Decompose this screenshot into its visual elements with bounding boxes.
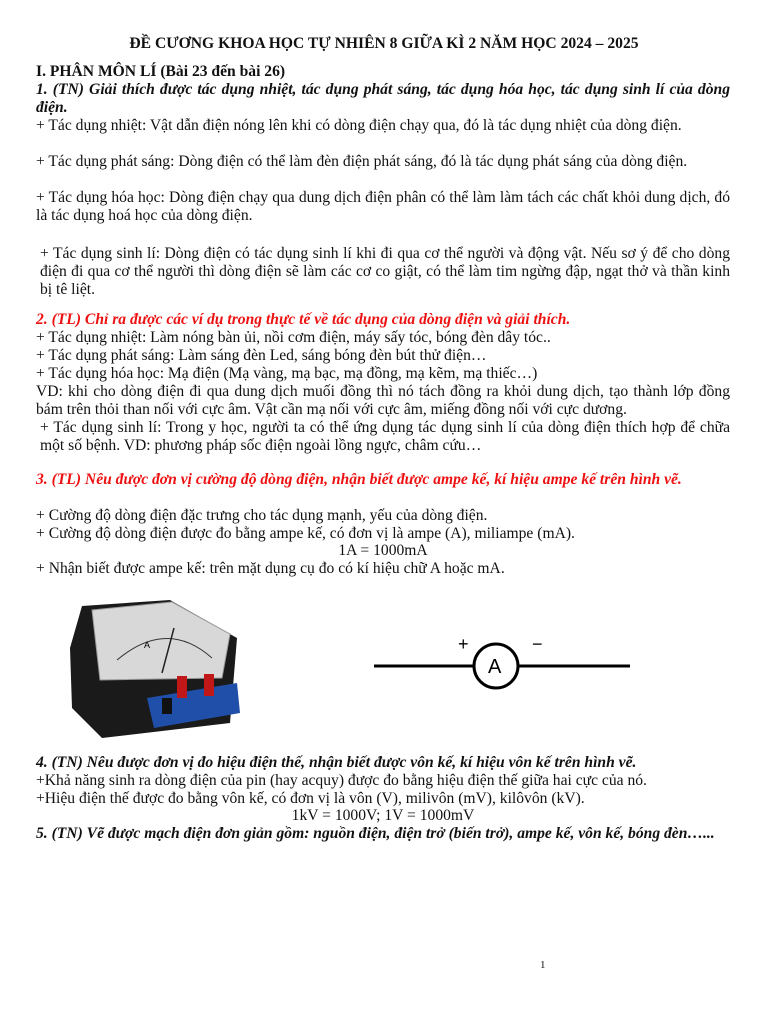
document-title: ĐỀ CƯƠNG KHOA HỌC TỰ NHIÊN 8 GIỮA KÌ 2 NĂM HỌC 2024 – 2025 [129, 35, 639, 52]
q1-item: + Tác dụng nhiệt: Vật dẫn điện nóng lên khi có dòng điện chạy qua, đó là tác dụng nhiệt của dòng điện. [36, 117, 682, 134]
q4-heading: 4. (TN) Nêu được đơn vị đo hiệu điện thế, nhận biết được vôn kế, kí hiệu vôn kế trên hình vẽ. [36, 754, 637, 771]
ammeter-photo [62, 588, 248, 748]
ammeter-symbol [374, 630, 632, 702]
q5-heading: 5. (TN) Vẽ được mạch điện đơn giản gồm: nguồn điện, điện trở (biến trở), ampe kế, vôn kế, bóng đèn…... [36, 825, 715, 842]
q4-item: +Khả năng sinh ra dòng điện của pin (hay acquy) được đo bằng hiệu điện thế giữa hai cực của nó. [36, 772, 647, 789]
q3-heading: 3. (TL) Nêu được đơn vị cường độ dòng điện, nhận biết được ampe kế, kí hiệu ampe kế trên hình vẽ. [36, 471, 682, 488]
page-number: 1 [540, 959, 546, 971]
q2-item: + Tác dụng nhiệt: Làm nóng bàn ủi, nồi cơm điện, máy sấy tóc, bóng đèn dây tóc.. [36, 329, 551, 346]
q1-item: + Tác dụng hóa học: Dòng điện chạy qua dung dịch điện phân có thể làm làm tách các chất khỏi dung dịch, đó là tác dụng hoá học của dòng điện. [36, 189, 730, 224]
q2-heading: 2. (TL) Chỉ ra được các ví dụ trong thực tế về tác dụng của dòng điện và giải thích. [36, 311, 571, 328]
section-heading: I. PHÂN MÔN LÍ (Bài 23 đến bài 26) [36, 63, 286, 80]
q1-item: + Tác dụng sinh lí: Dòng điện có tác dụng sinh lí khi đi qua cơ thể người và động vật. Nếu sơ ý để cho dòng điện đi qua cơ thể người thì dòng điện sẽ làm các cơ co giật, có thể làm tim ngừng đập, ngạt thở và thần kinh bị tê liệt. [40, 245, 730, 298]
q4-item: +Hiệu điện thế được đo bằng vôn kế, có đơn vị là vôn (V), milivôn (mV), kilôvôn (kV). [36, 790, 585, 807]
q1-item: + Tác dụng phát sáng: Dòng điện có thể làm đèn điện phát sáng, đó là tác dụng phát sáng của dòng điện. [36, 153, 688, 170]
symbol-letter: A [488, 656, 502, 678]
q3-item: + Cường độ dòng điện đặc trưng cho tác dụng mạnh, yếu của dòng điện. [36, 507, 488, 524]
q2-item: + Tác dụng hóa học: Mạ điện (Mạ vàng, mạ bạc, mạ đồng, mạ kẽm, mạ thiếc…) [36, 365, 538, 382]
q1-heading: 1. (TN) Giải thích được tác dụng nhiệt, tác dụng phát sáng, tác dụng hóa học, tác dụng sinh lí của dòng điện. [36, 81, 730, 116]
q3-item: + Cường độ dòng điện được đo bằng ampe kế, có đơn vị là ampe (A), miliampe (mA). [36, 525, 575, 542]
meter-label: A [144, 640, 151, 650]
q2-item: VD: khi cho dòng điện đi qua dung dịch muối đồng thì nó tách đồng ra khỏi dung dịch, tạo thành lớp đồng bám trên thỏi than nối với cực âm. Vật cần mạ nối với cực âm, miếng đồng nối với cực dương. [36, 383, 730, 418]
plus-sign: + [458, 634, 469, 654]
q2-item: + Tác dụng phát sáng: Làm sáng đèn Led, sáng bóng đèn bút thử điện… [36, 347, 487, 364]
q2-item: + Tác dụng sinh lí: Trong y học, người ta có thể ứng dụng tác dụng sinh lí của dòng điện thích hợp để chữa một số bệnh. VD: phương pháp sốc điện ngoài lồng ngực, châm cứu… [40, 419, 730, 454]
q3-formula: 1A = 1000mA [338, 542, 428, 559]
q3-item: + Nhận biết được ampe kế: trên mặt dụng cụ đo có kí hiệu chữ A hoặc mA. [36, 560, 505, 577]
q4-formula: 1kV = 1000V; 1V = 1000mV [291, 807, 475, 824]
minus-sign: − [532, 634, 543, 654]
